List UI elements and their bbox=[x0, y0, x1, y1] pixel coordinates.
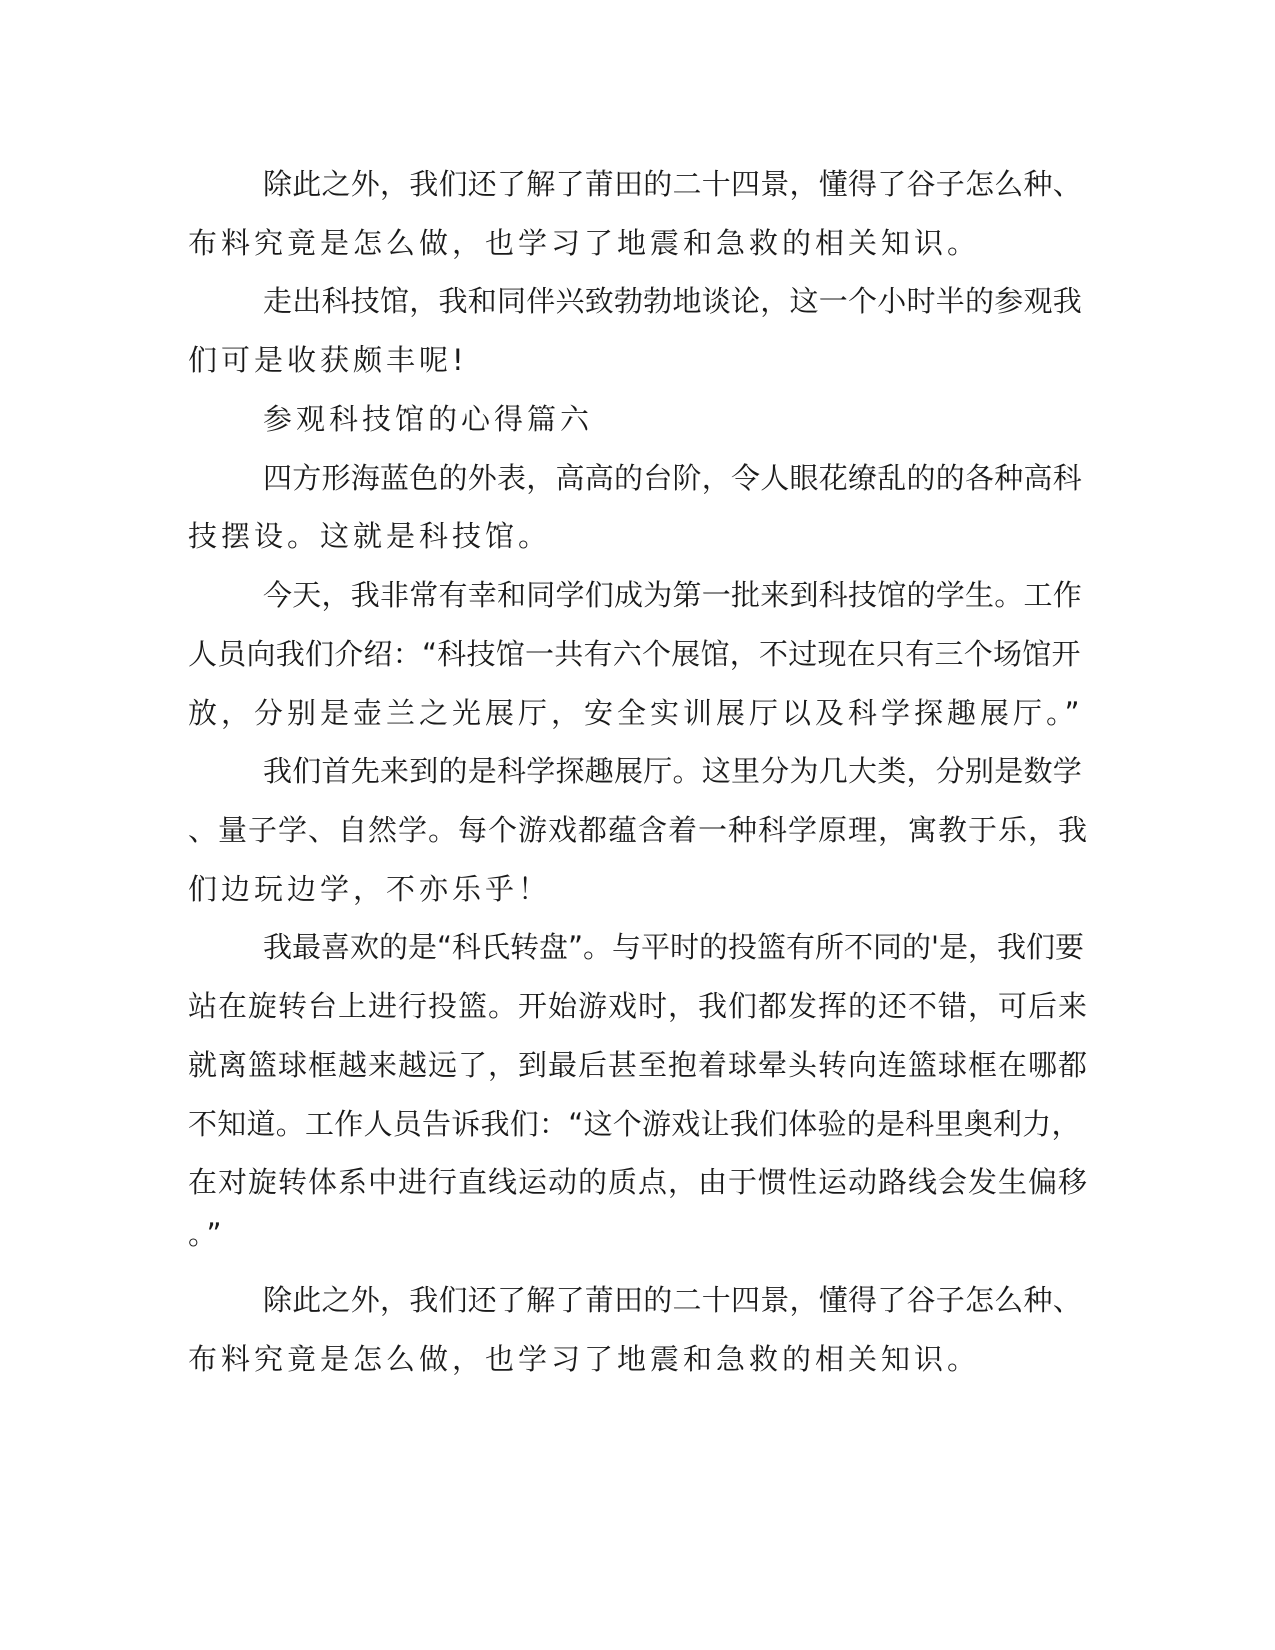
paragraph-line: 。” bbox=[188, 1217, 226, 1251]
paragraph-line: 我们首先来到的是科学探趣展厅。这里分为几大类，分别是数学 bbox=[263, 754, 1083, 788]
paragraph-line: 除此之外，我们还了解了莆田的二十四景，懂得了谷子怎么种、 bbox=[263, 1283, 1083, 1317]
paragraph-line: 布料究竟是怎么做，也学习了地震和急救的相关知识。 bbox=[188, 1342, 981, 1376]
paragraph-line: 不知道。工作人员告诉我们：“这个游戏让我们体验的是科里奥利力， bbox=[188, 1107, 1081, 1141]
paragraph-line: 技摆设。这就是科技馆。 bbox=[188, 519, 552, 553]
paragraph-line: 走出科技馆，我和同伴兴致勃勃地谈论，这一个小时半的参观我 bbox=[263, 284, 1083, 318]
section-heading: 参观科技馆的心得篇六 bbox=[263, 402, 594, 436]
paragraph-line: 们可是收获颇丰呢! bbox=[188, 343, 468, 377]
paragraph-line: 除此之外，我们还了解了莆田的二十四景，懂得了谷子怎么种、 bbox=[263, 167, 1083, 201]
paragraph-line: 放，分别是壶兰之光展厅，安全实训展厅以及科学探趣展厅。” bbox=[188, 696, 1084, 730]
paragraph-line: 今天，我非常有幸和同学们成为第一批来到科技馆的学生。工作 bbox=[263, 578, 1083, 612]
paragraph-line: 我最喜欢的是“科氏转盘”。与平时的投篮有所不同的'是，我们要 bbox=[263, 930, 1085, 964]
paragraph-line: 就离篮球框越来越远了，到最后甚至抱着球晕头转向连篮球框在哪都 bbox=[188, 1048, 1089, 1082]
paragraph-line: 在对旋转体系中进行直线运动的质点，由于惯性运动路线会发生偏移 bbox=[188, 1165, 1089, 1199]
paragraph-line: 站在旋转台上进行投篮。开始游戏时，我们都发挥的还不错，可后来 bbox=[188, 989, 1089, 1023]
paragraph-line: 们边玩边学，不亦乐乎！ bbox=[188, 872, 552, 906]
paragraph-line: 布料究竟是怎么做，也学习了地震和急救的相关知识。 bbox=[188, 226, 981, 260]
paragraph-line: 人员向我们介绍：“科技馆一共有六个展馆，不过现在只有三个场馆开 bbox=[188, 637, 1081, 671]
paragraph-line: 、量子学、自然学。每个游戏都蕴含着一种科学原理，寓教于乐，我 bbox=[188, 813, 1089, 847]
paragraph-line: 四方形海蓝色的外表，高高的台阶，令人眼花缭乱的的各种高科 bbox=[263, 461, 1083, 495]
